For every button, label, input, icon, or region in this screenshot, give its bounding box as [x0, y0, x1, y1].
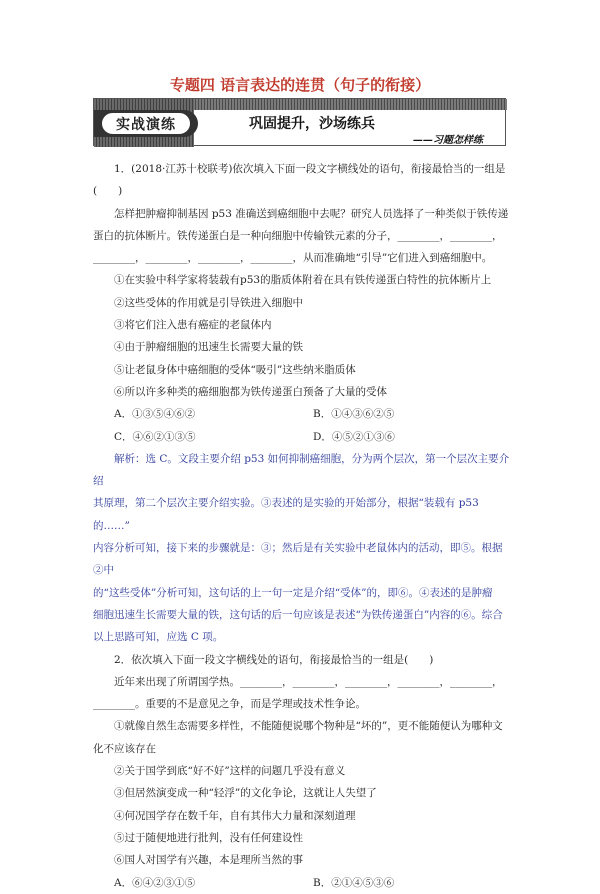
q1-choice-c: C．④⑥②①③⑤	[114, 430, 196, 443]
q1-explanation-line: 的“这些受体”分析可知，这句话的上一句一定是介绍“受体”的，即⑥。④表述的是肿瘤	[93, 586, 493, 599]
section-banner	[93, 98, 506, 146]
q1-choice-a: A．①③⑤④⑥②	[114, 408, 196, 421]
q1-stem: 1．(2018·江苏十校联考)依次填入下面一段文字横线处的语句，衔接最恰当的一组是	[114, 163, 506, 175]
page-title: 专题四 语言表达的连贯（句子的衔接）	[169, 76, 431, 94]
q2-option: ②关于国学到底“好不好”这样的问题几乎没有意义	[114, 765, 346, 778]
q2-option: ④何况国学存在数千年，自有其伟大力量和深刻道理	[114, 809, 356, 822]
q2-passage-line: 近年来出现了所谓国学热。________，________，________，________，________，	[114, 675, 503, 688]
q1-stem-blank: ( )	[93, 185, 123, 198]
q1-passage-line: ________，________，________，________，从而准确地“引导”它们进入到癌细胞中。	[93, 252, 493, 265]
q2-option: ③但居然演变成一种“轻浮”的文化争论，这就让人失望了	[114, 787, 377, 800]
banner-tab-label: 实战演练	[102, 113, 190, 134]
q1-explanation-line: 细胞迅速生长需要大量的铁，这句话的后一句应该是表述“为铁传递蛋白”内容的⑥。综合	[93, 608, 503, 621]
question-content	[93, 158, 512, 894]
banner-subtitle: ——习题怎样练	[413, 135, 483, 146]
q1-explanation-line: 以上思路可知，应选 C 项。	[93, 631, 224, 644]
q1-option: ③将它们注入患有癌症的老鼠体内	[114, 319, 272, 332]
q1-explanation-line: 解析：选 C。文段主要介绍 p53 如何抑制癌细胞，分为两个层次，第一个层次主要介绍	[93, 452, 510, 488]
q1-choices-row	[93, 426, 512, 448]
q1-option: ⑥所以许多种类的癌细胞都为铁传递蛋白预备了大量的受体	[114, 385, 387, 398]
q2-stem: 2．依次填入下面一段文字横线处的语句，衔接最恰当的一组是( )	[114, 653, 434, 666]
q1-choices-row	[93, 403, 512, 425]
q2-option: ⑥国人对国学有兴趣，本是理所当然的事	[114, 854, 303, 867]
q2-option: ⑤过于随便地进行批判，没有任何建设性	[114, 831, 303, 844]
q1-passage-line: 蛋白的抗体断片。铁传递蛋白是一种向细胞中传输铁元素的分子，________，________，	[93, 229, 503, 242]
banner-tab	[94, 110, 198, 137]
q1-option: ④由于肿瘤细胞的迅速生长需要大量的铁	[114, 341, 303, 354]
q2-option-continued: 化不应该存在	[93, 742, 156, 755]
q1-explanation-line: 其原理，第二个层次主要介绍实验。③表述的是实验的开始部分，根据“装载有 p53 的……”	[93, 497, 479, 532]
q2-option: ①就像自然生态需要多样性，不能随便说哪个物种是“坏的”，更不能随便认为哪种文	[114, 720, 503, 733]
q2-choices-row	[93, 872, 512, 894]
q2-choice-a: A．⑥④②③①⑤	[114, 876, 196, 889]
q2-passage-line: ________。重要的不是意见之争，而是学理或技术性争论。	[93, 698, 366, 711]
q1-choice-d: D．④⑤②①③⑥	[313, 430, 395, 443]
banner-slogan: 巩固提升，沙场练兵	[249, 116, 375, 132]
q1-option: ⑤让老鼠身体中癌细胞的受体“吸引”这些纳米脂质体	[114, 363, 356, 376]
q1-option: ②这些受体的作用就是引导铁进入细胞中	[114, 296, 303, 309]
q1-explanation-line: 内容分析可知，接下来的步骤就是：③；然后是有关实验中老鼠体内的活动，即⑤。根据②中	[93, 542, 503, 577]
q1-choice-b: B．①④③⑥②⑤	[313, 408, 395, 421]
q1-option: ①在实验中科学家将装载有p53的脂质体附着在具有铁传递蛋白特性的抗体断片上	[114, 274, 492, 287]
q2-choice-b: B．②①④⑤③⑥	[313, 876, 395, 889]
q1-passage-line: 怎样把肿瘤抑制基因 p53 准确送到癌细胞中去呢？研究人员选择了一种类似于铁传递	[114, 207, 509, 220]
